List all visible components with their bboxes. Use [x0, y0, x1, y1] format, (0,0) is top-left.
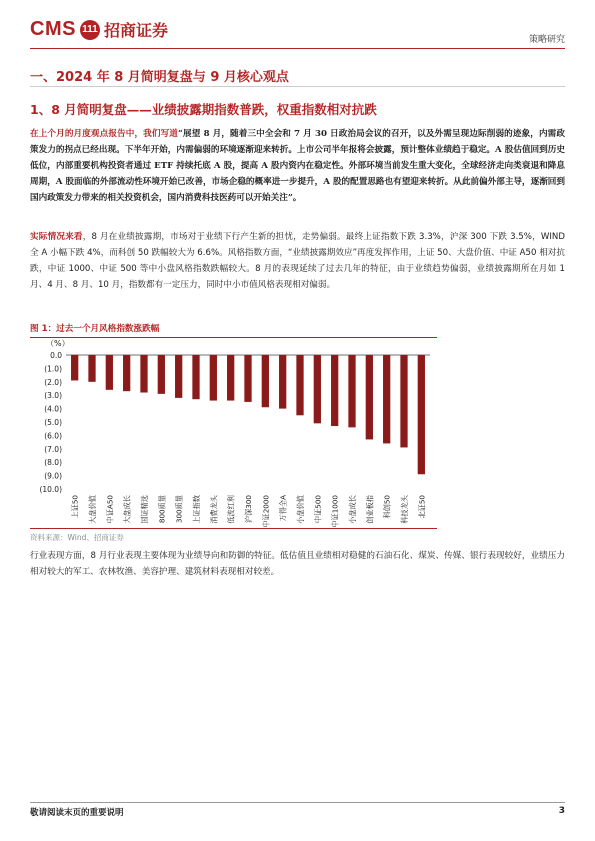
y-tick-label: (10.0) — [39, 485, 62, 494]
x-tick-label: 大盘成长 — [122, 495, 132, 524]
header-divider — [30, 48, 565, 49]
bar-2 — [106, 355, 113, 390]
y-tick-label: (9.0) — [44, 471, 62, 481]
bar-6 — [175, 355, 182, 398]
y-tick-label: 0.0 — [50, 351, 62, 360]
logo-cn: 招商证券 — [103, 21, 168, 40]
page-number: 3 — [558, 806, 565, 816]
bar-19 — [400, 355, 407, 447]
x-tick-label: 科技龙头 — [400, 495, 409, 524]
section-title: 一、2024 年 8 月简明复盘与 9 月核心观点 — [30, 70, 289, 85]
style-index-bar-chart — [30, 338, 437, 528]
footer-disclaimer: 敬请阅读末页的重要说明 — [30, 808, 124, 818]
y-tick-label: (8.0) — [44, 458, 62, 468]
x-tick-label: 低波红利 — [226, 495, 236, 524]
x-tick-label: 800质量 — [157, 495, 167, 524]
logo-seal-icon: 111 — [80, 20, 100, 40]
x-tick-label: 创业板指 — [365, 495, 375, 524]
bar-13 — [296, 355, 303, 415]
x-tick-label: 中证500 — [313, 495, 323, 524]
x-tick-label: 科创50 — [382, 495, 392, 519]
y-tick-label: (5.0) — [44, 418, 62, 427]
y-tick-label: (6.0) — [44, 431, 62, 441]
y-axis-unit-label: （%） — [46, 339, 70, 348]
y-tick-label: (4.0) — [44, 404, 62, 414]
x-tick-label: 中证1000 — [330, 495, 340, 528]
bar-4 — [140, 355, 147, 393]
logo-latin: CMS — [30, 18, 76, 40]
section-divider — [30, 86, 565, 87]
bar-7 — [192, 355, 199, 399]
bar-12 — [279, 355, 286, 409]
bar-20 — [418, 355, 425, 474]
x-tick-label: 消费龙头 — [209, 495, 219, 524]
x-tick-label: 万得全A — [278, 495, 288, 522]
y-tick-label: (1.0) — [44, 364, 62, 374]
figure-title: 图 1：过去一个月风格指数涨跌幅 — [30, 324, 160, 334]
y-tick-label: (2.0) — [44, 377, 62, 387]
paragraph2-lead: 实际情况来看 — [30, 232, 83, 242]
bar-5 — [158, 355, 165, 394]
paragraph1-body: “展望 8 月，随着三中全会和 7 月 30 日政治局会议的召开，以及外需呈现边际削弱的迹象，内需政策发力的拐点已经出现。下半年开始，内需偏弱的环境逐渐迎来转折。上市公司半年报将会披露，预计整体业绩趋于稳定。A 股估值回到历史低位，内部重要机构投资者通过 ETF 持续托底 A 股，提高 A 股内资内在稳定性。外部环境当前发生重大变化，全球经济走向类衰退和降息周期，A 股面临的外部流动性环境开始已改善，市场企稳的概率进一步提升，A 股的配置思路也有望迎来转折。从此前偏外部主导，逐渐回到国内政策发力带来的相关投资机会，国内消费科技医药可以开始关注”。 — [30, 129, 565, 203]
x-tick-label: 中证2000 — [261, 495, 271, 528]
y-tick-label: (3.0) — [44, 391, 62, 401]
bar-15 — [331, 355, 338, 426]
subsection-title: 1、8 月简明复盘——业绩披露期指数普跌，权重指数相对抗跌 — [30, 102, 377, 117]
footer-divider — [30, 802, 565, 803]
bar-11 — [262, 355, 269, 407]
x-tick-label: 中证A50 — [105, 495, 115, 524]
bar-8 — [210, 355, 217, 401]
company-logo — [30, 18, 168, 41]
figure-source: 资料来源：Wind、招商证券 — [30, 533, 124, 542]
bar-18 — [383, 355, 390, 443]
figure-bottom-rule — [30, 528, 437, 529]
bar-3 — [123, 355, 130, 391]
x-tick-label: 沪深300 — [244, 495, 253, 524]
x-tick-label: 上证50 — [70, 495, 80, 519]
paragraph1-lead: 在上个月的月度观点报告中，我们写道 — [30, 129, 178, 139]
bar-17 — [366, 355, 373, 439]
bar-16 — [348, 355, 355, 427]
paragraph-outlook-recap — [30, 126, 565, 206]
x-tick-label: 上证指数 — [192, 495, 201, 524]
y-tick-label: (7.0) — [44, 444, 62, 454]
page-header — [30, 18, 565, 48]
bar-9 — [227, 355, 234, 401]
x-tick-label: 国证精选 — [140, 495, 149, 524]
x-tick-label: 小盘价值 — [296, 495, 305, 524]
x-tick-label: 300质量 — [174, 495, 184, 524]
paragraph-actual-performance — [30, 229, 565, 293]
bar-0 — [71, 355, 78, 380]
x-tick-label: 小盘成长 — [348, 495, 357, 524]
bar-10 — [244, 355, 251, 402]
paragraph2-body: ，8 月在业绩披露期，市场对于业绩下行产生新的担忧，走势偏弱。最终上证指数下跌 3.3%，沪深 300 下跌 3.5%，WIND 全 A 小幅下跌 4%，而科创 50 跌幅较大为 6.6%。风格指数方面，“业绩披露期效应”再度发挥作用，上证 50、大盘价值、中证 A50 相对抗跌，中证 1000、中证 500 等中小盘风格指数跌幅较大。8 月的表现延续了过去几年的特征，由于业绩趋势偏弱，业绩披露期所在月如 1 月、4 月、8 月、10 月，指数都有一定压力，同时中小市值风格表现相对偏弱。 — [30, 232, 565, 290]
paragraph-industry: 行业表现方面，8 月行业表现主要体现为业绩导向和防御的特征。低估值且业绩相对稳健的石油石化、煤炭、传媒、银行表现较好，业绩压力相对较大的军工、农林牧渔、美容护理、建筑材料表现相对较差。 — [30, 551, 565, 577]
x-tick-label: 北证50 — [417, 495, 427, 519]
report-type: 策略研究 — [528, 35, 565, 45]
bar-14 — [314, 355, 321, 423]
x-tick-label: 大盘价值 — [88, 495, 97, 524]
bar-1 — [88, 355, 95, 382]
